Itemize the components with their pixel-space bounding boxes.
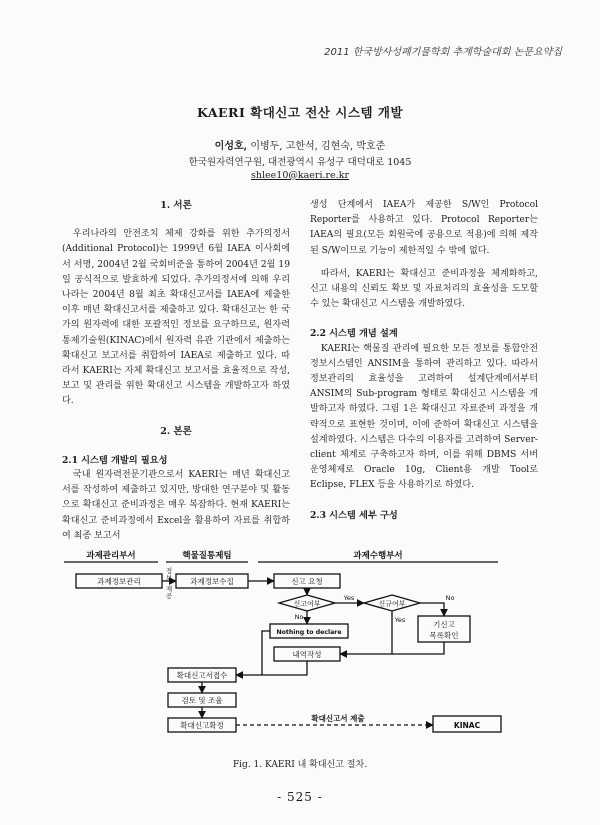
right-paragraph-1: 생성 단계에서 IAEA가 제공한 S/W인 Protocol Reporter를 사용하고 있다. Protocol Reporter는 IAEA의 필요(모든 회원국에 공용으로 적용)에 의해 제작된 S/W이므로 기능이 제한적일 수 밖에 없다.: [310, 200, 538, 256]
label-nothing-to-declare: Nothing to declare: [276, 629, 342, 636]
subsection-heading-2-2: 2.2 시스템 개념 설계: [310, 328, 398, 340]
edge-label-yes-1: Yes: [343, 594, 355, 602]
edge-label-info-2: 보: [165, 574, 173, 582]
label-report-needed: 신고여부: [293, 600, 321, 608]
right-column: [310, 198, 538, 523]
section-heading-body: 2. 본론: [160, 425, 192, 437]
label-project-info-mgmt: 과제정보관리: [97, 577, 141, 586]
lane-header-project-exec: 과제수행부서: [353, 551, 403, 561]
page-number: - 525 -: [277, 790, 323, 804]
lane-header-nuclear-control: 핵물질통제팀: [182, 551, 232, 561]
label-finalize: 확대신고확정: [180, 721, 224, 730]
edge-new-no: [420, 603, 444, 616]
subsection-heading-2-1: 2.1 시스템 개발의 필요성: [62, 454, 168, 466]
first-author: 이성호,: [214, 141, 248, 152]
email: shlee10@kaeri.re.kr: [251, 170, 349, 181]
edge-confirm-history: [392, 642, 444, 654]
sub21-paragraph: 국내 원자력전문기관으로서 KAERI는 매년 확대신고서를 작성하여 제출하고 있지만, 방대한 연구분야 및 활동으로 확대신고 준비과정은 매우 복잡하다. 현재 KAERI는 확대신고 준비과정에서 Excel을 활용하여 자료를 취합하여 최종 보고서: [62, 470, 290, 541]
right-paragraph-2: 따라서, KAERI는 확대신고 준비과정을 체계화하고, 신고 내용의 신뢰도 확보 및 자료처리의 효율성을 도모할 수 있는 확대신고 시스템을 개발하였다.: [310, 268, 538, 310]
edge-label-provide-1: 제: [165, 585, 173, 593]
process-flow-diagram: [58, 548, 548, 748]
lane-header-project-mgmt: 과제관리부서: [86, 551, 136, 561]
section-heading-intro: 1. 서론: [160, 200, 192, 211]
authors: [0, 137, 600, 152]
edge-label-no-2: No: [445, 594, 455, 602]
label-report-request: 신고 요청: [291, 577, 323, 586]
label-project-info-collect: 과제정보수집: [190, 577, 234, 586]
edge-label-info-1: 정: [165, 567, 173, 575]
affiliation: 한국원자력연구원, 대전광역시 유성구 대덕대로 1045: [188, 157, 412, 168]
label-existing-confirm-2: 목록확인: [429, 631, 459, 640]
edge-label-provide-2: 공: [165, 592, 173, 600]
paper-title: KAERI 확대신고 전산 시스템 개발: [196, 105, 404, 120]
edge-label-submit: 확대신고서 제출: [311, 714, 365, 723]
label-receive: 확대신고서접수: [176, 671, 228, 680]
intro-paragraph: 우리나라의 안전조치 체제 강화를 위한 추가의정서(Additional Protocol)는 1999년 6월 IAEA 이사회에서 서명, 2004년 2월 국회비준을 통하여 2004년 2월 19일 공식적으로 발효하게 되었다. 추가의정서에 의해 우리나라는 2004년 8월 최초 확대신고서를 IAEA에 제출한 이후 매년 확대신고서를 제출하고 있다. 확대신고는 한 국가의 원자력에 대한 포괄적인 정보를 요구하므로, 원자력통제기술원(KINAC)에서 원자력 유관 기관에서 제출하는 확대신고 보고서를 취합하여 IAEA로 제출하고 있다. 따라서 KAERI는 자체 확대신고 보고서를 효율적으로 작성, 보고 및 관리를 위한 확대신고 시스템을 개발하고자 하였다.: [62, 229, 290, 407]
left-column: [62, 198, 290, 544]
subsection-heading-2-3: 2.3 시스템 세부 구성: [310, 509, 398, 521]
label-review: 검토 및 조율: [181, 696, 223, 705]
sub22-paragraph: KAERI는 핵물질 관리에 필요한 모든 정보를 통합안전정보시스템인 ANSIM을 통하여 관리하고 있다. 따라서 정보관리의 효율성을 고려하여 설계단계에서부터 ANSIM의 Sub-program 형태로 확대신고 시스템을 개발하고자 하였다. 그림 1은 확대신고 자료준비 과정을 개략적으로 표현한 것이며, 이에 준하여 확대신고 시스템을 설계하였다. 시스템은 다수의 이용자를 고려하여 Server-client 체계로 구축하고자 하며, 이를 위해 DBMS 서버 운영체제로 Oracle 10g, Client용 개발 Tool로 Eclipse, FLEX 등을 사용하기로 하였다.: [310, 343, 538, 491]
edge-label-no-1: No: [294, 613, 304, 621]
label-history-write: 내역작성: [292, 650, 322, 659]
figure-caption: Fig. 1. KAERI 내 확대신고 절차.: [232, 760, 368, 770]
edge-label-yes-2: Yes: [394, 616, 406, 624]
label-kinac: KINAC: [453, 721, 481, 730]
edge-nothing-receive: [262, 631, 270, 675]
label-new-report: 신규여부: [378, 600, 406, 608]
running-head: 2011 한국방사성폐기물학회 추계학술대회 논문요약집: [324, 47, 562, 58]
edge-history-receive: [236, 661, 307, 675]
label-existing-confirm-1: 기신고: [433, 620, 455, 629]
co-authors: 이병두, 고한석, 김현숙, 박호준: [247, 141, 386, 152]
